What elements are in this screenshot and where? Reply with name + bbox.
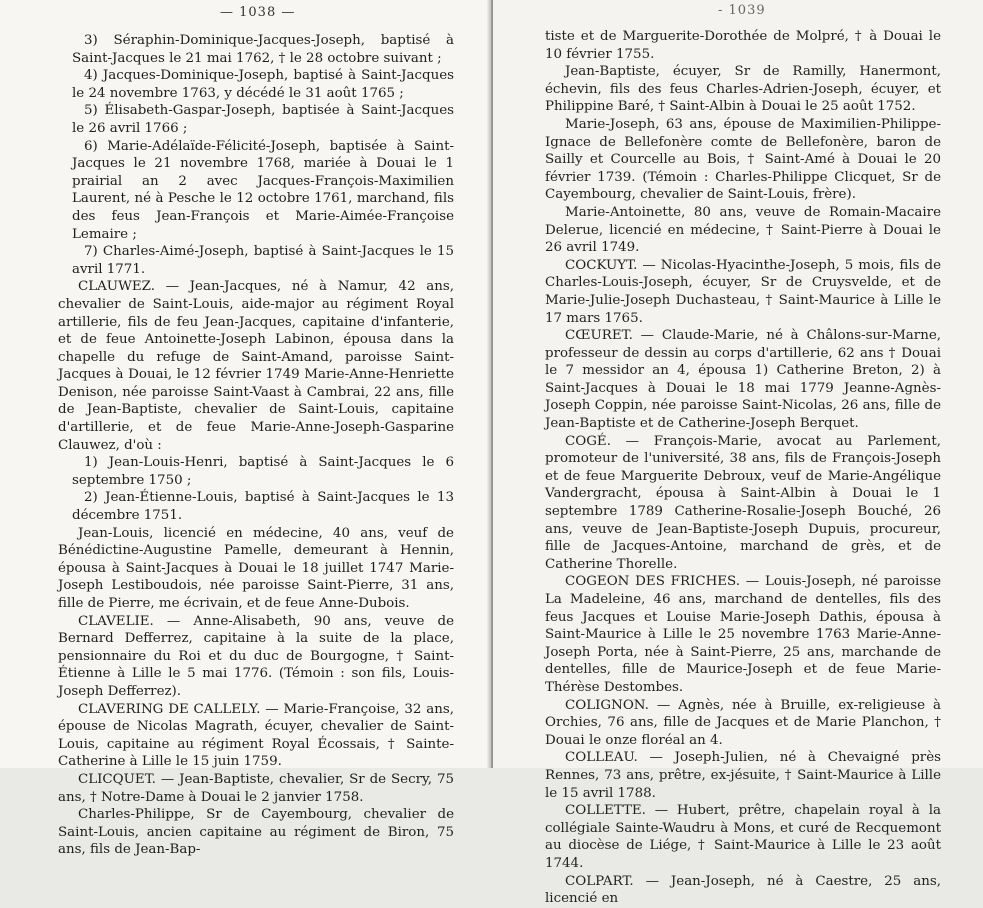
right-page bbox=[493, 0, 983, 907]
paragraph: Marie-Antoinette, 80 ans, veuve de Romain-Macaire Delerue, licencié en médecine, † Saint-Pierre à Douai le 26 avril 1749. bbox=[545, 204, 941, 256]
entry-colignon: COLIGNON. — Agnès, née à Bruille, ex-religieuse à Orchies, 76 ans, fille de Jacques et de Marie Planchon, † Douai le onze floréal an 4. bbox=[545, 697, 941, 748]
paragraph: Jean-Baptiste, écuyer, Sr de Ramilly, Hanermont, échevin, fils des feus Charles-Adrien-Joseph, écuyer, et Philippine Baré, † Saint-Albin à Douai le 25 août 1752. bbox=[545, 64, 941, 115]
entry-clicquet: CLICQUET. — Jean-Baptiste, chevalier, Sr de Secry, 75 ans, † Notre-Dame à Douai le 2 janvier 1758. bbox=[58, 771, 454, 805]
entry-cockuyt: COCKUYT. — Nicolas-Hyacinthe-Joseph, 5 mois, fils de Charles-Louis-Joseph, écuyer, Sr de Cruysvelde, et de Marie-Julie-Joseph Duchasteau, † Saint-Maurice à Lille le 17 mars 1765. bbox=[545, 257, 941, 326]
entry-collette: COLLETTE. — Hubert, prêtre, chapelain royal à la collégiale Sainte-Waudru à Mons, et curé de Recquemont au diocèse de Liége, † Saint-Maurice à Lille le 23 août 1744. bbox=[545, 803, 941, 871]
paragraph: 1) Jean-Louis-Henri, baptisé à Saint-Jacques le 6 septembre 1750 ; bbox=[72, 455, 454, 488]
paragraph: 2) Jean-Étienne-Louis, baptisé à Saint-Jacques le 13 décembre 1751. bbox=[72, 490, 454, 524]
paragraph: 7) Charles-Aimé-Joseph, baptisé à Saint-Jacques le 15 avril 1771. bbox=[72, 244, 454, 277]
paragraph: 4) Jacques-Dominique-Joseph, baptisé à Saint-Jacques le 24 novembre 1763, y décédé le 31 août 1765 ; bbox=[72, 68, 454, 101]
entry-clavering: CLAVERING DE CALLELY. — Marie-Françoise, 32 ans, épouse de Nicolas Magrath, écuyer, chevalier de Saint-Louis, capitaine au régiment Royal Écossais, † Sainte-Catherine à Lille le 15 juin 1759. bbox=[58, 701, 454, 770]
entry-colpart: COLPART. — Jean-Joseph, né à Caestre, 25 ans, licencié en bbox=[545, 873, 941, 907]
page-text bbox=[58, 32, 454, 859]
paragraph: Jean-Louis, licencié en médecine, 40 ans, veuf de Bénédictine-Augustine Pamelle, demeurant à Hennin, épousa à Saint-Jacques à Douai le 18 juillet 1747 Marie-Joseph Lestiboudois, née paroisse Saint-Pierre, 31 ans, fille de Pierre, me écrivain, et de feue Anne-Dubois. bbox=[58, 525, 454, 611]
entry-clauwez: CLAUWEZ. — Jean-Jacques, né à Namur, 42 ans, chevalier de Saint-Louis, aide-major au régiment Royal artillerie, fils de feu Jean-Jacques, capitaine d'infanterie, et de feue Antoinette-Joseph Labinon, épousa dans la chapelle du refuge de Saint-Amand, paroisse Saint-Jacques à Douai, le 12 février 1749 Marie-Anne-Henriette Denison, née paroisse Saint-Vaast à Cambrai, 22 ans, fille de Jean-Baptiste, chevalier de Saint-Louis, capitaine d'artillerie, et de feue Marie-Anne-Joseph-Gasparine Clauwez, d'où : bbox=[58, 279, 454, 453]
page-number: - 1039 bbox=[718, 3, 766, 18]
left-page bbox=[0, 0, 491, 858]
entry-coge: COGÉ. — François-Marie, avocat au Parlement, promoteur de l'université, 38 ans, fils de François-Joseph et de feue Marguerite Debroux, veuf de Marie-Angélique Vandergracht, épousa à Saint-Albin à Douai le 1 septembre 1789 Catherine-Rosalie-Joseph Bouché, 26 ans, veuve de Jean-Baptiste-Joseph Dupuis, procureur, fille de Jacques-Antoine, marchand de grès, et de Catherine Thorelle. bbox=[545, 433, 941, 572]
page-number: — 1038 — bbox=[220, 5, 296, 20]
page-text bbox=[545, 28, 941, 908]
entry-cogeon: COGEON DES FRICHES. — Louis-Joseph, né paroisse La Madeleine, 46 ans, marchand de dentelles, fils des feus Jacques et Louise Marie-Joseph Dathis, épousa à Saint-Maurice à Lille le 25 novembre 1763 Marie-Anne-Joseph Porta, née à Saint-Pierre, 25 ans, marchande de dentelles, fille de Maurice-Joseph et de feue Marie-Thérèse Destombes. bbox=[545, 574, 941, 695]
paragraph: Charles-Philippe, Sr de Cayembourg, chevalier de Saint-Louis, ancien capitaine au régiment de Biron, 75 ans, fils de Jean-Bap- bbox=[58, 807, 454, 858]
paragraph: tiste et de Marguerite-Dorothée de Molpré, † à Douai le 10 février 1755. bbox=[545, 29, 941, 62]
entry-colleau: COLLEAU. — Joseph-Julien, né à Chevaigné près Rennes, 73 ans, prêtre, ex-jésuite, † Saint-Maurice à Lille le 15 avril 1788. bbox=[545, 750, 941, 801]
paragraph: 5) Élisabeth-Gaspar-Joseph, baptisée à Saint-Jacques le 26 avril 1766 ; bbox=[72, 103, 454, 136]
paragraph: Marie-Joseph, 63 ans, épouse de Maximilien-Philippe-Ignace de Bellefonère comte de Bellefonère, baron de Sailly et Courcelle au Bois, † Saint-Amé à Douai le 20 février 1739. (Témoin : Charles-Philippe Clicquet, Sr de Cayembourg, chevalier de Saint-Louis, frère). bbox=[545, 116, 941, 203]
paragraph: 6) Marie-Adélaïde-Félicité-Joseph, baptisée à Saint-Jacques le 21 novembre 1768, mariée à Douai le 1 prairial an 2 avec Jacques-François-Maximilien Laurent, né à Pesche le 12 octobre 1761, marchand, fils des feus Jean-François et Marie-Aimée-Françoise Lemaire ; bbox=[72, 138, 454, 242]
entry-coeuret: CŒURET. — Claude-Marie, né à Châlons-sur-Marne, professeur de dessin au corps d'artillerie, 62 ans † Douai le 7 messidor an 4, épousa 1) Catherine Breton, 2) à Saint-Jacques à Douai le 18 mai 1779 Jeanne-Agnès-Joseph Coppin, née paroisse Saint-Nicolas, 26 ans, fille de Jean-Baptiste et de Catherine-Joseph Berquet. bbox=[545, 328, 941, 432]
entry-clavelie: CLAVELIE. — Anne-Alisabeth, 90 ans, veuve de Bernard Defferrez, capitaine à la suite de la place, pensionnaire du Roi et du duc de Bourgogne, † Saint-Étienne à Lille le 5 mai 1776. (Témoin : son fils, Louis-Joseph Defferrez). bbox=[58, 613, 454, 699]
paragraph: 3) Séraphin-Dominique-Jacques-Joseph, baptisé à Saint-Jacques le 21 mai 1762, † le 28 octobre suivant ; bbox=[72, 33, 454, 66]
